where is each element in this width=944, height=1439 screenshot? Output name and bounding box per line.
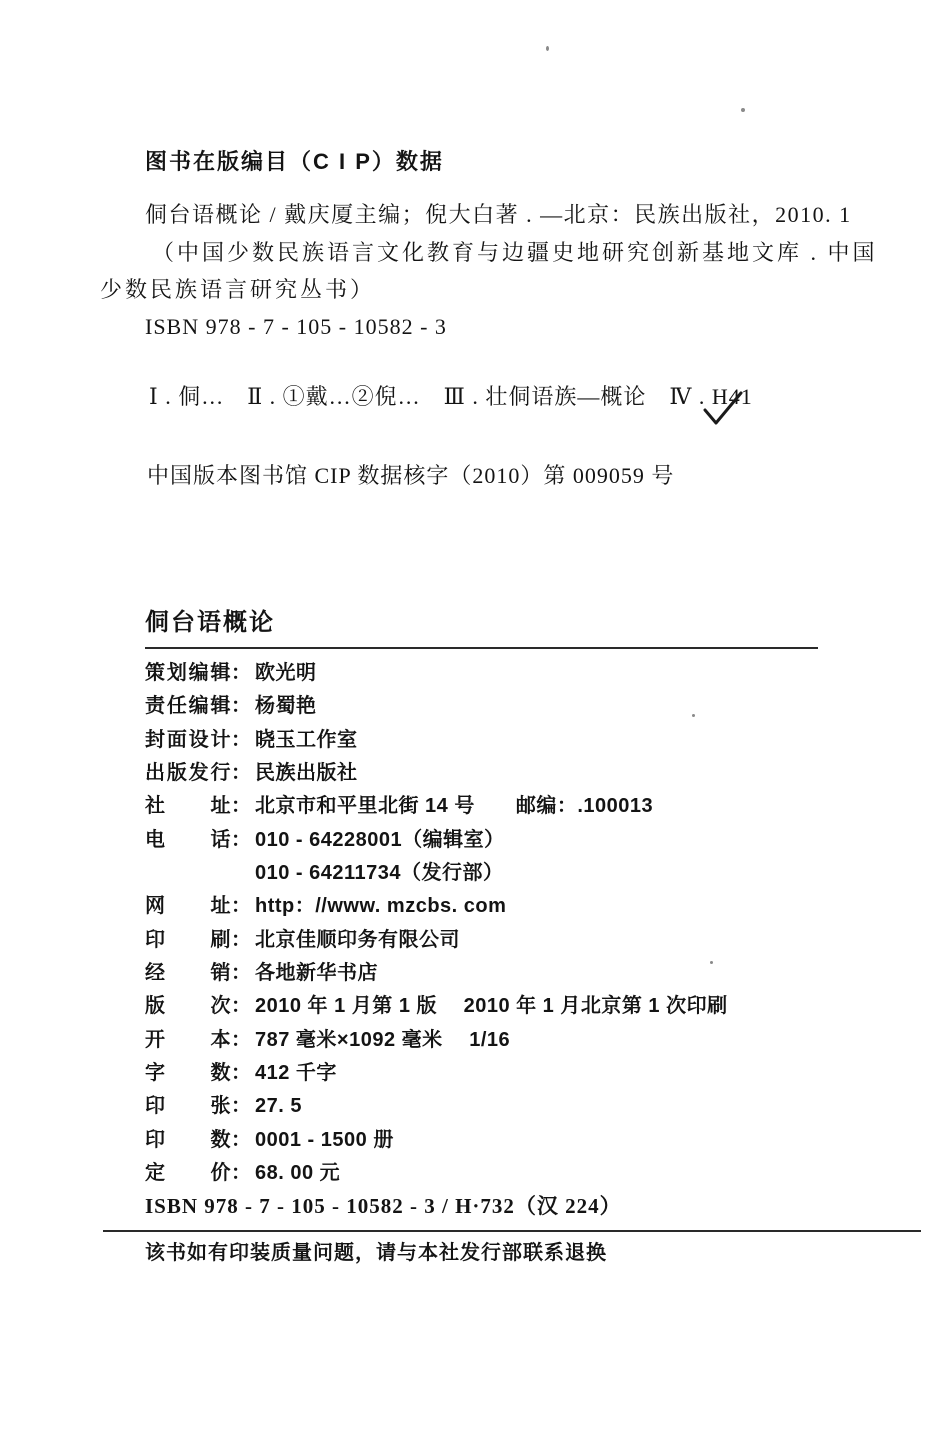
row-colon: ： (231, 1129, 252, 1151)
row-colon: ： (231, 729, 252, 751)
row-colon: ： (231, 1062, 252, 1084)
row-value: 68. 00 元 (255, 1162, 341, 1184)
row-value: 北京市和平里北街 14 号 邮编：.100013 (255, 795, 654, 817)
row-label: 开本 (145, 1029, 231, 1051)
colophon-row-responsible-editor (145, 696, 317, 716)
colophon-row-distributor (145, 963, 378, 983)
row-value: 欧光明 (255, 662, 317, 684)
row-label: 定价 (145, 1162, 231, 1184)
cip-classification-line: Ⅰ . 侗… Ⅱ . ①戴…②倪… Ⅲ . 壮侗语族—概论 Ⅳ . H41 (149, 384, 753, 409)
handwritten-checkmark-icon (699, 390, 747, 432)
colophon-book-title: 侗台语概论 (145, 609, 275, 636)
row-value: 787 毫米×1092 毫米 1/16 (255, 1029, 511, 1051)
colophon-row-printer (145, 930, 460, 950)
row-colon: ： (231, 829, 252, 851)
scan-speck (546, 46, 549, 51)
row-colon: ： (231, 795, 252, 817)
row-label: 封面设计 (145, 729, 231, 751)
row-colon: ： (231, 995, 252, 1017)
row-value: 27. 5 (255, 1095, 302, 1117)
cip-heading: 图书在版编目（C I P）数据 (145, 149, 444, 174)
row-colon: ： (231, 695, 252, 717)
row-value: 北京佳顺印务有限公司 (255, 929, 460, 951)
quality-notice: 该书如有印装质量问题，请与本社发行部联系退换 (145, 1242, 607, 1264)
row-colon: ： (231, 962, 252, 984)
colophon-row-format (145, 1030, 510, 1050)
cip-record-number-line: 中国版本图书馆 CIP 数据核字（2010）第 009059 号 (147, 463, 675, 488)
row-value: 010 - 64228001（编辑室） (255, 829, 505, 851)
scan-speck (741, 108, 745, 112)
row-label: 印张 (145, 1095, 231, 1117)
row-colon: ： (231, 895, 252, 917)
colophon-row-phone-2 (145, 863, 504, 883)
row-value: 0001 - 1500 册 (255, 1129, 394, 1151)
divider-rule-top (145, 647, 818, 649)
row-value: 412 千字 (255, 1062, 337, 1084)
colophon-row-planning-editor (145, 663, 317, 683)
row-label: 版次 (145, 995, 231, 1017)
row-colon: ： (231, 1095, 252, 1117)
row-value: 2010 年 1 月第 1 版 2010 年 1 月北京第 1 次印刷 (255, 995, 728, 1017)
row-label: 经销 (145, 962, 231, 984)
colophon-row-website (145, 896, 506, 916)
colophon-row-word-count (145, 1063, 337, 1083)
row-label: 出版发行 (145, 762, 231, 784)
colophon-row-phone (145, 830, 505, 850)
row-label: 字数 (145, 1062, 231, 1084)
row-label: 电话 (145, 829, 231, 851)
colophon-isbn-line: ISBN 978 - 7 - 105 - 10582 - 3 / H·732（汉 224） (145, 1194, 622, 1218)
row-colon: ： (231, 662, 252, 684)
divider-rule-bottom (103, 1230, 921, 1232)
colophon-row-price (145, 1163, 340, 1183)
row-label: 印刷 (145, 929, 231, 951)
cip-series-line-2: 少数民族语言研究丛书） (100, 277, 376, 302)
row-label: 策划编辑 (145, 662, 231, 684)
row-value: 民族出版社 (255, 762, 358, 784)
row-label: 印数 (145, 1129, 231, 1151)
colophon-row-cover-design (145, 730, 358, 750)
colophon-row-print-run (145, 1130, 394, 1150)
row-colon: ： (231, 929, 252, 951)
row-value: http：//www. mzcbs. com (255, 895, 507, 917)
row-colon: ： (231, 762, 252, 784)
cip-book-title-line: 侗台语概论 / 戴庆厦主编；倪大白著 . —北京：民族出版社，2010. 1 (145, 202, 852, 227)
row-value: 晓玉工作室 (255, 729, 358, 751)
cip-series-line-1: （中国少数民族语言文化教育与边疆史地研究创新基地文库 . 中国 (152, 240, 878, 265)
row-label: 社址 (145, 795, 231, 817)
row-colon: ： (231, 1162, 252, 1184)
colophon-row-address (145, 796, 653, 816)
row-value: 010 - 64211734（发行部） (255, 862, 504, 884)
colophon-row-sheets (145, 1096, 302, 1116)
scan-speck (692, 714, 695, 717)
colophon-row-publisher (145, 763, 358, 783)
row-colon: ： (231, 1029, 252, 1051)
cip-isbn-line: ISBN 978 - 7 - 105 - 10582 - 3 (145, 314, 447, 339)
row-value: 杨蜀艳 (255, 695, 317, 717)
scan-speck (710, 961, 713, 964)
colophon-row-edition (145, 996, 728, 1016)
row-value: 各地新华书店 (255, 962, 378, 984)
row-label: 网址 (145, 895, 231, 917)
row-label: 责任编辑 (145, 695, 231, 717)
